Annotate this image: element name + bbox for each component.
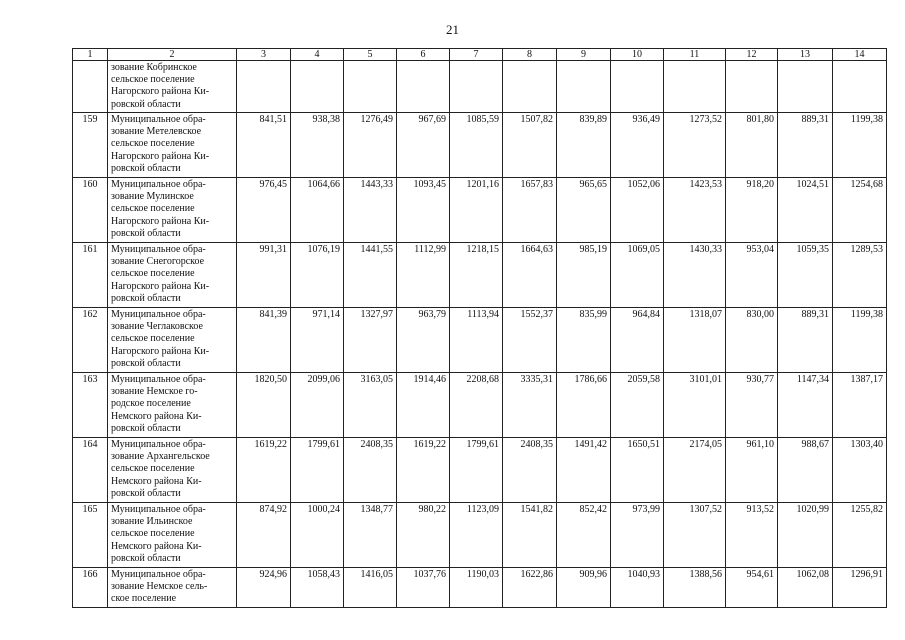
municipality-name-line: Нагорского района Ки- [111,150,210,162]
municipality-name-line: сельское поселение [111,528,195,540]
value-cell: 852,42 [557,503,611,568]
value-cell: 3163,05 [344,373,397,438]
value-cell: 1289,53 [833,243,887,308]
municipality-name-line: Нагорского района Ки- [111,345,210,357]
municipality-name-line: ровской области [111,98,181,110]
value-cell: 1000,24 [291,503,344,568]
value-cell: 1052,06 [611,178,664,243]
value-cell: 1552,37 [503,308,557,373]
table-row [73,503,887,568]
value-cell [611,61,664,113]
value-cell: 991,31 [237,243,291,308]
column-header: 2 [108,49,237,61]
row-number: 159 [73,113,108,178]
value-cell: 1273,52 [664,113,726,178]
value-cell: 1040,93 [611,568,664,608]
municipality-name-line: сельское поселение [111,138,195,150]
municipality-name-line: сельское поселение [111,268,195,280]
value-cell: 918,20 [726,178,778,243]
municipality-name-line: зование Метелевское [111,126,202,138]
value-cell: 1443,33 [344,178,397,243]
value-cell: 1113,94 [450,308,503,373]
municipality-name-line: Немского района Ки- [111,475,202,487]
table-row [73,308,887,373]
row-number [73,61,108,113]
municipality-name-line: Муниципальное обра- [111,179,206,190]
value-cell: 2408,35 [344,438,397,503]
column-header: 1 [73,49,108,61]
value-cell [237,61,291,113]
value-cell: 1541,82 [503,503,557,568]
value-cell: 3335,31 [503,373,557,438]
value-cell [503,61,557,113]
page-number: 21 [446,22,459,37]
municipality-name-cell [108,113,237,178]
value-cell: 961,10 [726,438,778,503]
column-header: 8 [503,49,557,61]
value-cell: 1020,99 [778,503,833,568]
value-cell: 967,69 [397,113,450,178]
value-cell: 936,49 [611,113,664,178]
value-cell: 889,31 [778,113,833,178]
value-cell: 1076,19 [291,243,344,308]
value-cell: 953,04 [726,243,778,308]
column-header: 6 [397,49,450,61]
column-header: 7 [450,49,503,61]
column-header: 13 [778,49,833,61]
value-cell [291,61,344,113]
value-cell [450,61,503,113]
municipality-name-line: Муниципальное обра- [111,504,206,515]
value-cell: 1914,46 [397,373,450,438]
value-cell: 841,39 [237,308,291,373]
municipality-name-line: Немского района Ки- [111,410,202,422]
value-cell [557,61,611,113]
value-cell: 924,96 [237,568,291,608]
value-cell: 841,51 [237,113,291,178]
value-cell: 1058,43 [291,568,344,608]
value-cell: 1064,66 [291,178,344,243]
value-cell: 1820,50 [237,373,291,438]
table-row [73,61,887,113]
value-cell: 1348,77 [344,503,397,568]
municipality-name-line: Муниципальное обра- [111,374,206,385]
value-cell: 1441,55 [344,243,397,308]
value-cell: 976,45 [237,178,291,243]
value-cell: 1276,49 [344,113,397,178]
row-number: 162 [73,308,108,373]
value-cell: 874,92 [237,503,291,568]
row-number: 166 [73,568,108,608]
value-cell: 2208,68 [450,373,503,438]
value-cell: 1069,05 [611,243,664,308]
municipality-name-cell [108,503,237,568]
value-cell: 954,61 [726,568,778,608]
municipality-name-line: зование Немское го- [111,386,198,398]
value-cell: 985,19 [557,243,611,308]
table-row [73,243,887,308]
value-cell: 1201,16 [450,178,503,243]
municipality-name-line: ровской области [111,227,181,239]
value-cell: 1327,97 [344,308,397,373]
row-number: 160 [73,178,108,243]
table-row [73,178,887,243]
value-cell: 988,67 [778,438,833,503]
municipality-name-line: Немского района Ки- [111,540,202,552]
value-cell: 1147,34 [778,373,833,438]
value-cell: 1303,40 [833,438,887,503]
municipality-name-cell [108,243,237,308]
value-cell [778,61,833,113]
value-cell [833,61,887,113]
column-header: 9 [557,49,611,61]
value-cell [726,61,778,113]
value-cell: 1112,99 [397,243,450,308]
value-cell: 839,89 [557,113,611,178]
municipality-name-line: Муниципальное обра- [111,244,206,255]
value-cell: 1622,86 [503,568,557,608]
column-header: 4 [291,49,344,61]
municipality-name-line: Муниципальное обра- [111,309,206,320]
value-cell: 1388,56 [664,568,726,608]
value-cell: 1123,09 [450,503,503,568]
value-cell: 973,99 [611,503,664,568]
municipality-name-line: ровской области [111,162,181,174]
value-cell: 1218,15 [450,243,503,308]
value-cell: 889,31 [778,308,833,373]
column-header: 3 [237,49,291,61]
column-header: 14 [833,49,887,61]
municipality-name-line: ское поселение [111,593,177,605]
column-header: 11 [664,49,726,61]
value-cell: 1199,38 [833,113,887,178]
value-cell: 830,00 [726,308,778,373]
value-cell: 1199,38 [833,308,887,373]
value-cell: 1416,05 [344,568,397,608]
municipality-name-line: сельское поселение [111,203,195,215]
municipality-name-line: сельское поселение [111,74,195,86]
municipality-name-line: ровской области [111,487,181,499]
value-cell: 1507,82 [503,113,557,178]
municipality-name-line: зование Немское сель- [111,581,208,593]
value-cell: 965,65 [557,178,611,243]
value-cell: 1619,22 [397,438,450,503]
municipality-name-line: Муниципальное обра- [111,569,206,580]
municipality-name-line: зование Ильинское [111,516,193,528]
municipality-name-line: сельское поселение [111,333,195,345]
municipality-name-cell [108,308,237,373]
value-cell: 980,22 [397,503,450,568]
municipality-name-line: Муниципальное обра- [111,114,206,125]
value-cell: 1037,76 [397,568,450,608]
value-cell: 1423,53 [664,178,726,243]
municipality-name-line: ровской области [111,552,181,564]
municipality-name-cell [108,438,237,503]
value-cell: 1387,17 [833,373,887,438]
municipality-name-line: ровской области [111,357,181,369]
row-number: 163 [73,373,108,438]
value-cell: 1664,63 [503,243,557,308]
value-cell: 1255,82 [833,503,887,568]
municipality-name-line: зование Мулинское [111,191,194,203]
value-cell: 1657,83 [503,178,557,243]
row-number: 165 [73,503,108,568]
data-table [72,48,887,608]
municipality-name-line: зование Архангельское [111,451,210,463]
municipality-name-line: зование Снегогорское [111,256,205,268]
table-row [73,438,887,503]
value-cell: 909,96 [557,568,611,608]
value-cell: 1619,22 [237,438,291,503]
value-cell: 1059,35 [778,243,833,308]
municipality-name-line: родское поселение [111,398,191,410]
municipality-name-line: Нагорского района Ки- [111,215,210,227]
value-cell: 2174,05 [664,438,726,503]
value-cell: 1190,03 [450,568,503,608]
value-cell: 1296,91 [833,568,887,608]
municipality-name-cell [108,373,237,438]
table-row [73,113,887,178]
value-cell: 1799,61 [450,438,503,503]
table-row [73,373,887,438]
value-cell: 1307,52 [664,503,726,568]
value-cell [664,61,726,113]
value-cell: 971,14 [291,308,344,373]
municipality-name-cell [108,568,237,608]
value-cell [344,61,397,113]
value-cell [397,61,450,113]
municipality-name-line: Нагорского района Ки- [111,86,210,98]
value-cell: 938,38 [291,113,344,178]
municipality-name-line: сельское поселение [111,463,195,475]
value-cell: 835,99 [557,308,611,373]
column-header: 10 [611,49,664,61]
table-header-row [73,49,887,61]
table-row [73,568,887,608]
municipality-name-line: зование Чеглаковское [111,321,203,333]
municipality-name-cell [108,178,237,243]
row-number: 161 [73,243,108,308]
column-header: 12 [726,49,778,61]
value-cell: 1024,51 [778,178,833,243]
column-header: 5 [344,49,397,61]
municipality-name-line: зование Кобринское [111,62,197,73]
value-cell: 3101,01 [664,373,726,438]
value-cell: 801,80 [726,113,778,178]
value-cell: 2099,06 [291,373,344,438]
value-cell: 1786,66 [557,373,611,438]
value-cell: 1491,42 [557,438,611,503]
value-cell: 1318,07 [664,308,726,373]
value-cell: 2059,58 [611,373,664,438]
municipality-name-line: ровской области [111,292,181,304]
municipality-name-line: ровской области [111,422,181,434]
value-cell: 1430,33 [664,243,726,308]
municipality-name-cell [108,61,237,113]
value-cell: 930,77 [726,373,778,438]
value-cell: 913,52 [726,503,778,568]
value-cell: 1093,45 [397,178,450,243]
value-cell: 963,79 [397,308,450,373]
value-cell: 964,84 [611,308,664,373]
value-cell: 1254,68 [833,178,887,243]
row-number: 164 [73,438,108,503]
value-cell: 1062,08 [778,568,833,608]
value-cell: 1085,59 [450,113,503,178]
value-cell: 1650,51 [611,438,664,503]
municipality-name-line: Муниципальное обра- [111,439,206,450]
municipality-name-line: Нагорского района Ки- [111,280,210,292]
value-cell: 2408,35 [503,438,557,503]
value-cell: 1799,61 [291,438,344,503]
